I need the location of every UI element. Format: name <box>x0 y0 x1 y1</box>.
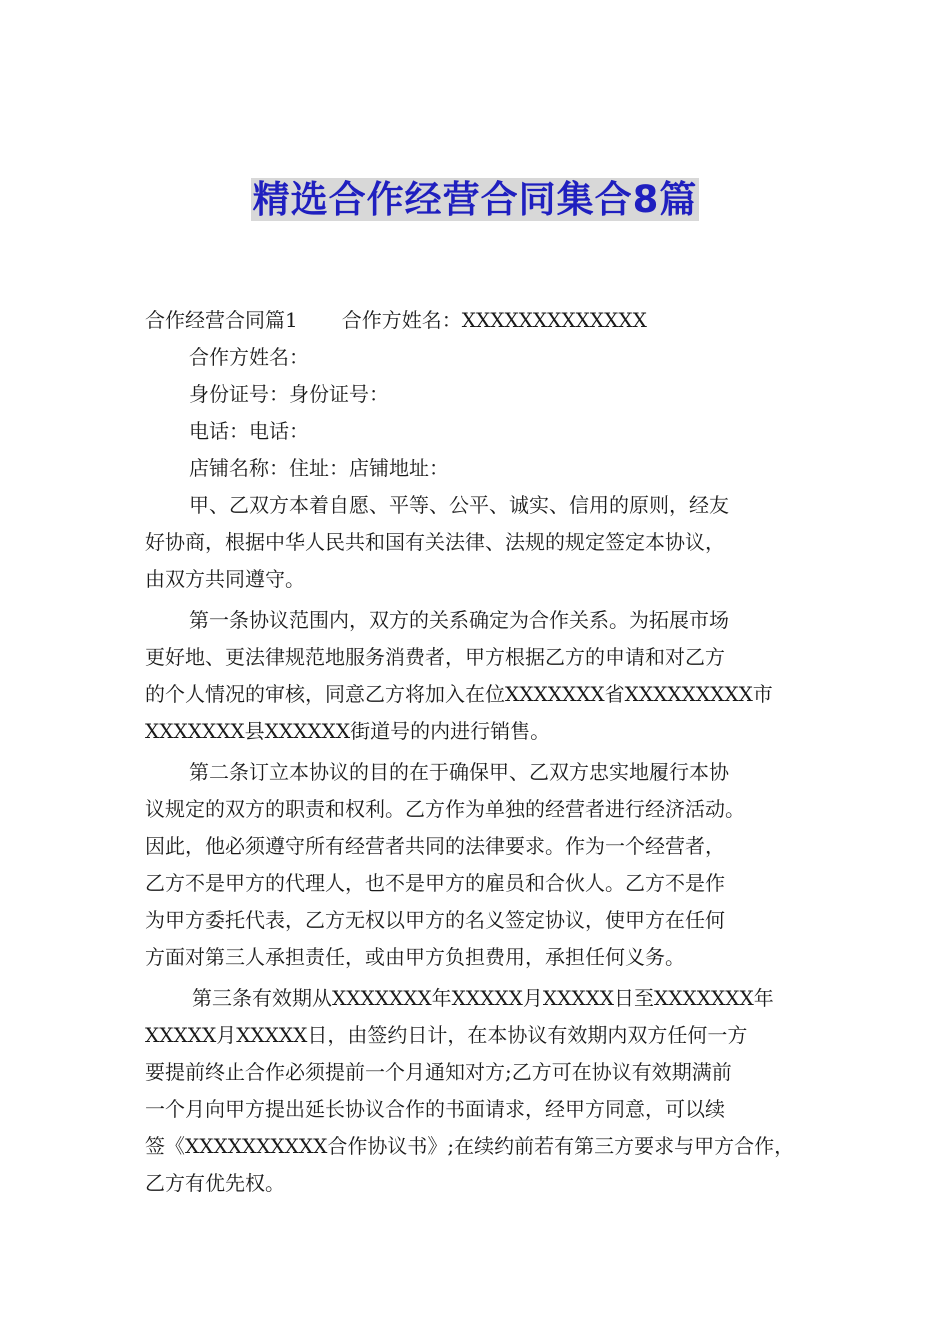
field-id-number: 身份证号：身份证号： <box>189 382 389 406</box>
paragraph-line: 因此，他必须遵守所有经营者共同的法律要求。作为一个经营者， <box>145 834 725 858</box>
document-title: 精选合作经营合同集合8篇 <box>252 178 698 221</box>
paragraph-line: 甲、乙双方本着自愿、平等、公平、诚实、信用的原则，经友 <box>189 493 729 517</box>
paragraph-line: 为甲方委托代表，乙方无权以甲方的名义签定协议，使甲方在任何 <box>145 908 725 932</box>
paragraph-line: 更好地、更法律规范地服务消费者，甲方根据乙方的申请和对乙方 <box>145 645 725 669</box>
contract-heading <box>145 302 805 339</box>
paragraph-line: XXXXXXX县XXXXXX街道号的内进行销售。 <box>145 719 551 743</box>
field-party-name: 合作方姓名： <box>189 345 309 369</box>
paragraph-line: 议规定的双方的职责和权利。乙方作为单独的经营者进行经济活动。 <box>145 797 745 821</box>
paragraph-line: 签《XXXXXXXXXX合作协议书》;在续约前若有第三方要求与甲方合作， <box>145 1134 795 1158</box>
contract-party-name: 合作方姓名：XXXXXXXXXXXXX <box>341 308 647 332</box>
paragraph-line: 的个人情况的审核，同意乙方将加入在位XXXXXXX省XXXXXXXXX市 <box>145 682 773 706</box>
paragraph-line: 乙方有优先权。 <box>145 1171 285 1195</box>
field-shop: 店铺名称：住址：店铺地址： <box>189 456 449 480</box>
paragraph-line: 要提前终止合作必须提前一个月通知对方;乙方可在协议有效期满前 <box>145 1060 732 1084</box>
paragraph-line: 第二条订立本协议的目的在于确保甲、乙双方忠实地履行本协 <box>189 760 729 784</box>
paragraph-article-3 <box>145 980 805 1202</box>
paragraph-article-2 <box>145 754 805 976</box>
paragraph-line: 第一条协议范围内，双方的关系确定为合作关系。为拓展市场 <box>189 608 729 632</box>
paragraph-line: XXXXX月XXXXX日，由签约日计，在本协议有效期内双方任何一方 <box>145 1023 748 1047</box>
paragraph-preamble <box>145 487 805 598</box>
paragraph-line: 由双方共同遵守。 <box>145 567 305 591</box>
paragraph-line: 第三条有效期从XXXXXXX年XXXXX月XXXXX日至XXXXXXX年 <box>192 986 774 1010</box>
field-phone: 电话：电话： <box>189 419 309 443</box>
paragraph-line: 乙方不是甲方的代理人，也不是甲方的雇员和合伙人。乙方不是作 <box>145 871 725 895</box>
paragraph-line: 一个月向甲方提出延长协议合作的书面请求，经甲方同意，可以续 <box>145 1097 725 1121</box>
paragraph-line: 好协商，根据中华人民共和国有关法律、法规的规定签定本协议， <box>145 530 725 554</box>
document-body <box>145 302 805 1202</box>
paragraph-line: 方面对第三人承担责任，或由甲方负担费用，承担任何义务。 <box>145 945 685 969</box>
paragraph-article-1 <box>145 602 805 750</box>
contract-heading-label: 合作经营合同篇1 <box>145 308 298 332</box>
